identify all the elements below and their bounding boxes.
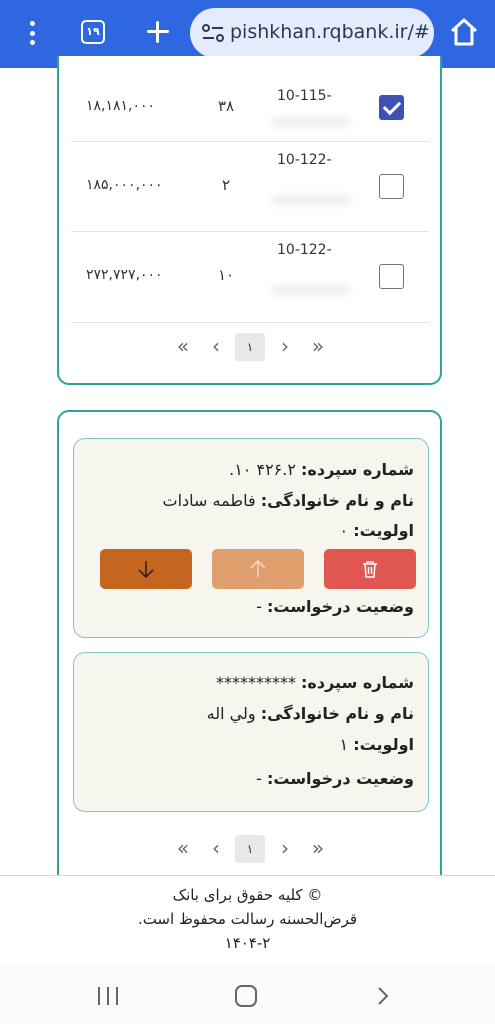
account-number: 10-122- <box>277 152 332 168</box>
deposit-value: ۴۲۶.۲ ۱۰. <box>229 460 296 479</box>
row-count: ۳۸ <box>217 97 235 115</box>
address-bar[interactable] <box>190 8 434 58</box>
table-row[interactable] <box>71 142 429 232</box>
account-number: 10-115- <box>277 88 332 104</box>
priority-line <box>340 735 415 754</box>
arrow-up-icon <box>248 559 268 579</box>
delete-button[interactable] <box>324 549 416 589</box>
back-icon[interactable] <box>373 986 393 1006</box>
priority-label: اولویت: <box>353 735 414 754</box>
menu-dots-icon[interactable] <box>18 16 46 50</box>
site-settings-icon[interactable] <box>202 23 224 43</box>
trash-icon <box>360 559 380 579</box>
name-line <box>163 491 415 510</box>
row-amount: ۱۸۵,۰۰۰,۰۰۰ <box>86 177 163 193</box>
requests-panel <box>57 410 442 890</box>
status-label: وضعیت درخواست: <box>266 769 414 788</box>
name-value: ولي اله <box>206 704 256 723</box>
priority-value: ۰ <box>339 521 349 540</box>
status-label: وضعیت درخواست: <box>266 597 414 616</box>
first-page-button[interactable]: « <box>176 334 190 358</box>
next-page-button[interactable]: › <box>281 836 289 860</box>
system-nav-bar <box>0 965 495 1024</box>
recent-apps-icon[interactable] <box>97 987 119 1005</box>
status-value: - <box>256 769 262 788</box>
row-checkbox[interactable] <box>379 95 404 120</box>
page-footer <box>0 875 495 965</box>
arrow-down-icon <box>136 559 156 579</box>
last-page-button[interactable]: » <box>311 334 325 358</box>
accounts-table-panel <box>57 56 442 385</box>
redacted-text <box>271 194 351 206</box>
name-label: نام و نام خانوادگی: <box>260 491 414 510</box>
plus-icon[interactable] <box>140 14 176 50</box>
last-page-button[interactable]: » <box>311 836 325 860</box>
copyright-line: قرض‌الحسنه رسالت محفوظ است. <box>137 910 358 928</box>
name-value: فاطمه سادات <box>162 491 256 510</box>
url-text: pishkhan.rqbank.ir/# <box>230 21 430 43</box>
first-page-button[interactable]: « <box>176 836 190 860</box>
table-row[interactable] <box>71 74 429 142</box>
redacted-text <box>271 284 351 296</box>
move-up-button[interactable] <box>212 549 304 589</box>
row-checkbox[interactable] <box>379 264 404 289</box>
tabs-icon[interactable]: ۱۹ <box>81 20 105 44</box>
row-amount: ۱۸,۱۸۱,۰۰۰ <box>86 98 156 114</box>
row-count: ۲ <box>221 176 231 194</box>
copyright-year: ۱۴۰۴-۲ <box>224 934 271 952</box>
name-line <box>207 704 414 723</box>
priority-label: اولویت: <box>353 521 414 540</box>
current-page[interactable]: ۱ <box>235 333 265 361</box>
request-card <box>73 652 429 812</box>
prev-page-button[interactable]: ‹ <box>212 836 220 860</box>
pagination <box>59 333 444 361</box>
deposit-line <box>216 673 414 692</box>
deposit-value: ********** <box>215 673 296 692</box>
deposit-line <box>229 460 414 479</box>
pagination <box>59 835 444 863</box>
account-number: 10-122- <box>277 242 332 258</box>
priority-line <box>340 521 415 540</box>
current-page[interactable]: ۱ <box>235 835 265 863</box>
deposit-label: شماره سپرده: <box>301 460 414 479</box>
next-page-button[interactable]: › <box>281 334 289 358</box>
row-checkbox[interactable] <box>379 174 404 199</box>
status-value: - <box>256 597 262 616</box>
priority-value: ۱ <box>339 735 349 754</box>
row-count: ۱۰ <box>217 266 235 284</box>
status-line <box>256 597 414 616</box>
name-label: نام و نام خانوادگی: <box>260 704 414 723</box>
status-line <box>256 769 414 788</box>
table-row[interactable] <box>71 232 429 323</box>
row-amount: ۲۷۲,۷۲۷,۰۰۰ <box>86 267 163 283</box>
home-icon[interactable] <box>448 16 480 48</box>
copyright-line: © کلیه حقوق برای بانک <box>172 886 323 904</box>
home-nav-icon[interactable] <box>235 985 257 1007</box>
deposit-label: شماره سپرده: <box>301 673 414 692</box>
redacted-text <box>271 116 351 128</box>
move-down-button[interactable] <box>100 549 192 589</box>
request-card <box>73 438 429 638</box>
prev-page-button[interactable]: ‹ <box>212 334 220 358</box>
